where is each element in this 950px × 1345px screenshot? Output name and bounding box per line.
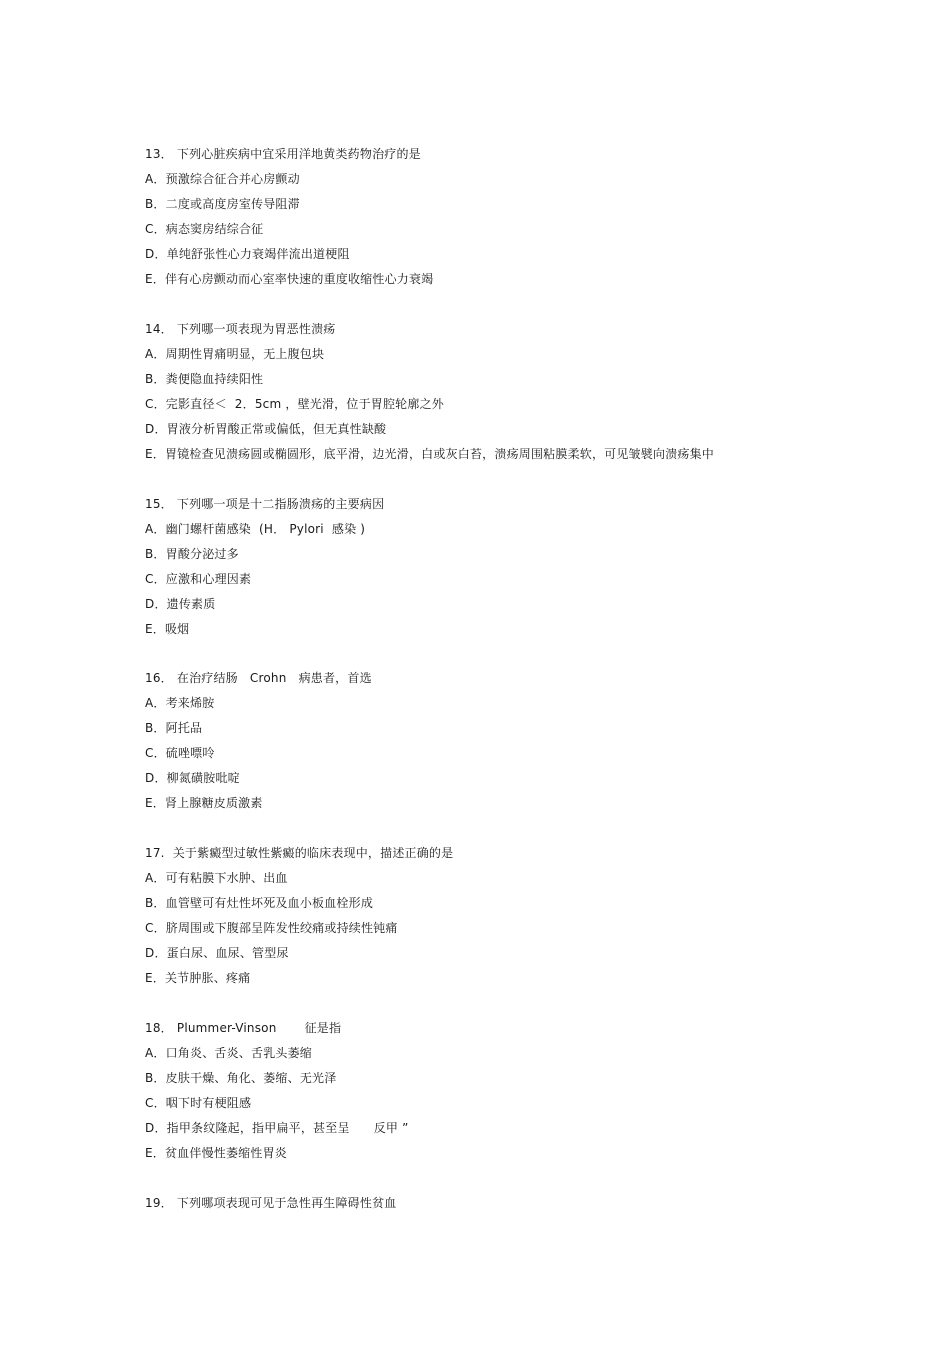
option-b: B．胃酸分泌过多	[145, 547, 239, 561]
option-e: E．关节肿胀、疼痛	[145, 971, 251, 985]
question-18	[145, 1020, 845, 1170]
option-b: B．皮肤干燥、角化、萎缩、无光泽	[145, 1071, 337, 1085]
question-stem: 17. 关于紫癜型过敏性紫癜的临床表现中，描述正确的是	[145, 846, 454, 860]
option-d: D．蛋白尿、血尿、管型尿	[145, 946, 289, 960]
question-14	[145, 321, 845, 471]
option-d: D．指甲条纹隆起，指甲扁平，甚至呈 反甲 ”	[145, 1121, 409, 1135]
option-b: B．粪便隐血持续阳性	[145, 372, 264, 386]
option-c: C．病态窦房结综合征	[145, 222, 264, 236]
question-19	[145, 1195, 845, 1220]
question-stem: 19． 下列哪项表现可见于急性再生障碍性贫血	[145, 1196, 397, 1210]
option-b: B．二度或高度房室传导阻滞	[145, 197, 300, 211]
option-e: E．胃镜检查见溃疡圆或椭圆形，底平滑，边光滑，白或灰白苔，溃疡周围粘膜柔软，可见皱襞向溃疡集中	[145, 447, 714, 461]
question-15	[145, 496, 845, 646]
question-stem: 18． Plummer-Vinson 征是指	[145, 1021, 342, 1035]
option-b: B．血管壁可有灶性坏死及血小板血栓形成	[145, 896, 374, 910]
option-b: B．阿托品	[145, 721, 203, 735]
option-a: A．可有粘膜下水肿、出血	[145, 871, 288, 885]
option-d: D．柳氮磺胺吡啶	[145, 771, 240, 785]
option-a: A．幽门螺杆菌感染 (H． Pylori 感染 )	[145, 522, 366, 536]
question-stem: 16． 在治疗结肠 Crohn 病患者，首选	[145, 671, 372, 685]
option-c: C．咽下时有梗阻感	[145, 1096, 252, 1110]
option-d: D．胃液分析胃酸正常或偏低，但无真性缺酸	[145, 422, 387, 436]
option-d: D．单纯舒张性心力衰竭伴流出道梗阻	[145, 247, 350, 261]
option-a: A．考来烯胺	[145, 696, 215, 710]
option-e: E．吸烟	[145, 622, 190, 636]
question-13	[145, 146, 845, 296]
option-c: C．应激和心理因素	[145, 572, 252, 586]
option-e: E．贫血伴慢性萎缩性胃炎	[145, 1146, 287, 1160]
option-c: C．硫唑嘌呤	[145, 746, 215, 760]
question-16	[145, 670, 845, 820]
question-17	[145, 845, 845, 995]
option-d: D．遗传素质	[145, 597, 216, 611]
question-stem: 14． 下列哪一项表现为胃恶性溃疡	[145, 322, 336, 336]
option-a: A．周期性胃痛明显，无上腹包块	[145, 347, 325, 361]
option-e: E．肾上腺糖皮质激素	[145, 796, 263, 810]
question-stem: 15． 下列哪一项是十二指肠溃疡的主要病因	[145, 497, 385, 511]
option-a: A．口角炎、舌炎、舌乳头萎缩	[145, 1046, 313, 1060]
option-a: A．预激综合征合并心房颤动	[145, 172, 300, 186]
option-c: C．脐周围或下腹部呈阵发性绞痛或持续性钝痛	[145, 921, 398, 935]
question-stem: 13． 下列心脏疾病中宜采用洋地黄类药物治疗的是	[145, 147, 421, 161]
option-e: E．伴有心房颤动而心室率快速的重度收缩性心力衰竭	[145, 272, 434, 286]
option-c: C．完影直径＜ 2．5cm ，壁光滑，位于胃腔轮廓之外	[145, 397, 444, 411]
